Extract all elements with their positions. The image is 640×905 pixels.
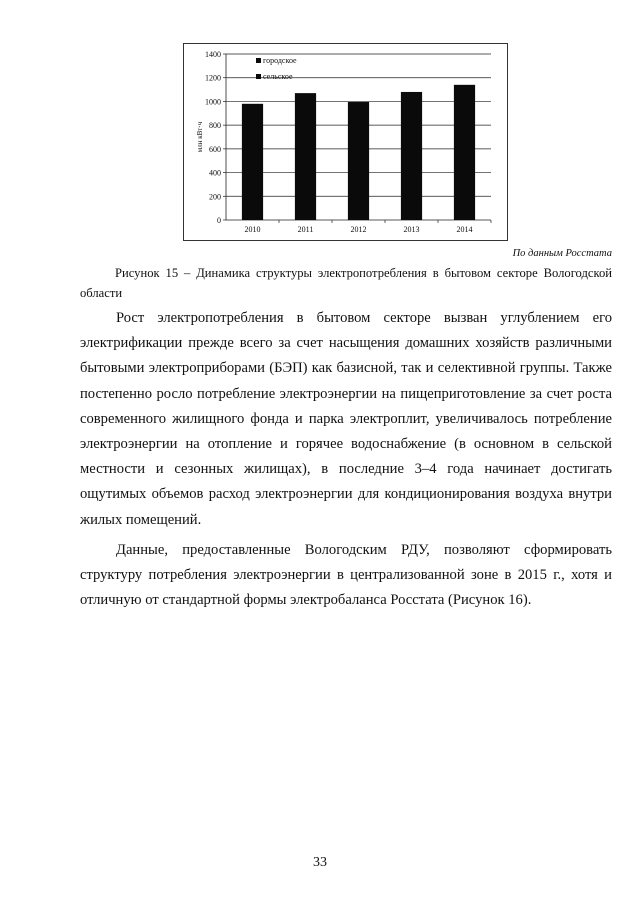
bar-2011 — [295, 93, 316, 220]
x-tick-label: 2010 — [244, 225, 261, 234]
y-axis-label: млн кВт·ч — [196, 121, 204, 153]
y-tick-label: 200 — [209, 192, 221, 202]
body-paragraph-1: Рост электропотребления в бытовом секторе вызван углублением его электрификации прежде всего за счет насыщения домашних хозяйств различными бытовыми электроприборами (БЭП) как базисной, так и селективной группы. Также постепенно росло потребление электроэнергии на пищеприготовление за счет роста современного жилищного фонда и парка электроплит, увеличивалось потребление электроэнергии на отопление и горячее водоснабжение (в основном в сельской местности и сезонных жилищах), в последние 3–4 года начинает достигать ощутимых объемов расход электроэнергии для кондиционирования воздуха внутри жилых помещений. — [80, 310, 612, 528]
source-note: По данным Росстата — [512, 248, 612, 259]
x-tick-label: 2013 — [403, 225, 420, 234]
bar-2014 — [454, 85, 475, 220]
chart-canvas — [184, 44, 507, 240]
caption-line-1: Рисунок 15 – Динамика структуры электропотребления в бытовом секторе Вологодской — [115, 266, 612, 280]
body-paragraph-2: Данные, предоставленные Вологодским РДУ, позволяют сформировать структуру потребления электроэнергии в централизованной зоне в 2015 г., хотя и отличную от стандартной формы электробаланса Росстата (Рисунок 16). — [80, 542, 612, 609]
bar-2012 — [348, 102, 369, 220]
page-number: 33 — [313, 855, 327, 870]
legend-label: сельское — [263, 72, 293, 81]
figure-caption — [80, 263, 612, 303]
y-tick-label: 0 — [217, 216, 221, 225]
legend-swatch — [256, 58, 261, 63]
legend-swatch — [256, 74, 261, 79]
x-tick-label: 2012 — [350, 225, 367, 234]
bar-2013 — [401, 92, 422, 220]
caption-line-2: области — [80, 286, 123, 300]
x-tick-label: 2014 — [456, 225, 473, 234]
y-tick-label: 800 — [209, 121, 221, 131]
x-tick-label: 2011 — [297, 225, 314, 234]
bar-2010 — [242, 104, 263, 220]
y-tick-label: 400 — [209, 168, 221, 178]
y-tick-label: 1400 — [205, 50, 221, 59]
y-tick-label: 1200 — [205, 73, 221, 83]
y-tick-label: 1000 — [205, 97, 221, 107]
y-tick-label: 600 — [209, 144, 221, 154]
bar-chart — [183, 43, 508, 241]
legend-label: городское — [263, 56, 297, 65]
